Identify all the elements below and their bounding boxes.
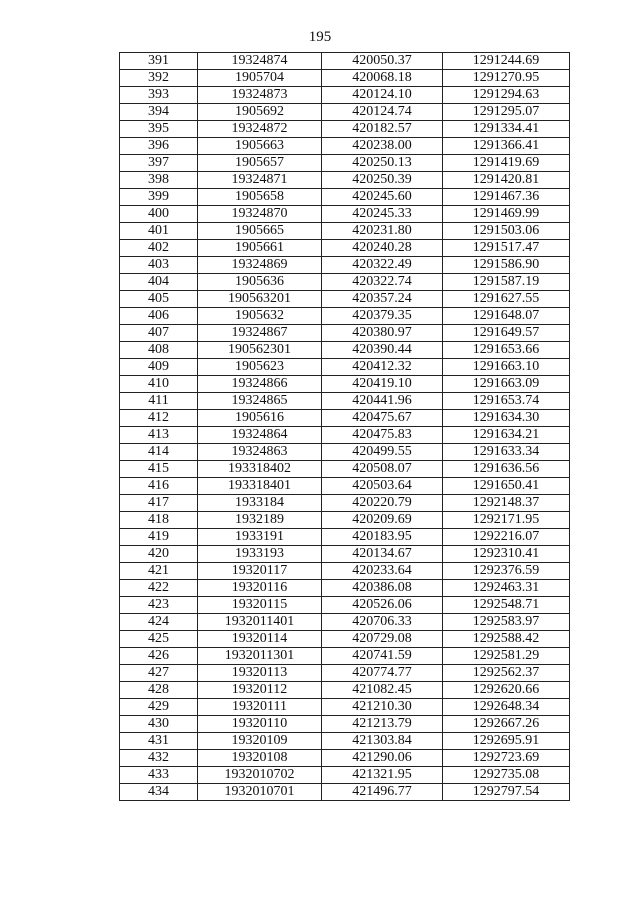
point-id-cell: 19324870 (198, 206, 322, 223)
x-coordinate-cell: 420386.08 (322, 580, 443, 597)
row-index-cell: 424 (120, 614, 198, 631)
table-row (120, 631, 570, 648)
point-id-cell: 19320108 (198, 750, 322, 767)
y-coordinate-cell: 1291663.09 (443, 376, 570, 393)
point-id-cell: 19320109 (198, 733, 322, 750)
y-coordinate-cell: 1292583.97 (443, 614, 570, 631)
row-index-cell: 414 (120, 444, 198, 461)
point-id-cell: 1905636 (198, 274, 322, 291)
table-row (120, 427, 570, 444)
x-coordinate-cell: 420250.13 (322, 155, 443, 172)
table-row (120, 580, 570, 597)
row-index-cell: 409 (120, 359, 198, 376)
row-index-cell: 427 (120, 665, 198, 682)
y-coordinate-cell: 1291633.34 (443, 444, 570, 461)
table-row (120, 444, 570, 461)
table-row (120, 648, 570, 665)
table-row (120, 767, 570, 784)
point-id-cell: 1905704 (198, 70, 322, 87)
table-row (120, 308, 570, 325)
row-index-cell: 406 (120, 308, 198, 325)
row-index-cell: 400 (120, 206, 198, 223)
y-coordinate-cell: 1291270.95 (443, 70, 570, 87)
row-index-cell: 401 (120, 223, 198, 240)
x-coordinate-cell: 420050.37 (322, 53, 443, 70)
point-id-cell: 19320110 (198, 716, 322, 733)
y-coordinate-cell: 1292648.34 (443, 699, 570, 716)
table-row (120, 716, 570, 733)
table-row (120, 393, 570, 410)
table-row (120, 87, 570, 104)
row-index-cell: 428 (120, 682, 198, 699)
y-coordinate-cell: 1292310.41 (443, 546, 570, 563)
point-id-cell: 1905657 (198, 155, 322, 172)
y-coordinate-cell: 1292797.54 (443, 784, 570, 801)
x-coordinate-cell: 420475.67 (322, 410, 443, 427)
x-coordinate-cell: 420245.33 (322, 206, 443, 223)
x-coordinate-cell: 421210.30 (322, 699, 443, 716)
row-index-cell: 419 (120, 529, 198, 546)
point-id-cell: 1905616 (198, 410, 322, 427)
table-row (120, 342, 570, 359)
y-coordinate-cell: 1292723.69 (443, 750, 570, 767)
row-index-cell: 434 (120, 784, 198, 801)
y-coordinate-cell: 1291587.19 (443, 274, 570, 291)
point-id-cell: 19320114 (198, 631, 322, 648)
point-id-cell: 19320115 (198, 597, 322, 614)
point-id-cell: 1932189 (198, 512, 322, 529)
y-coordinate-cell: 1292735.08 (443, 767, 570, 784)
point-id-cell: 1905661 (198, 240, 322, 257)
row-index-cell: 405 (120, 291, 198, 308)
row-index-cell: 411 (120, 393, 198, 410)
y-coordinate-cell: 1291627.55 (443, 291, 570, 308)
row-index-cell: 404 (120, 274, 198, 291)
row-index-cell: 421 (120, 563, 198, 580)
y-coordinate-cell: 1292463.31 (443, 580, 570, 597)
table-row (120, 172, 570, 189)
x-coordinate-cell: 420134.67 (322, 546, 443, 563)
page-number: 195 (308, 29, 332, 45)
y-coordinate-cell: 1291503.06 (443, 223, 570, 240)
x-coordinate-cell: 420729.08 (322, 631, 443, 648)
y-coordinate-cell: 1292695.91 (443, 733, 570, 750)
table-row (120, 478, 570, 495)
x-coordinate-cell: 420508.07 (322, 461, 443, 478)
row-index-cell: 397 (120, 155, 198, 172)
point-id-cell: 1905623 (198, 359, 322, 376)
row-index-cell: 412 (120, 410, 198, 427)
y-coordinate-cell: 1292562.37 (443, 665, 570, 682)
point-id-cell: 19324865 (198, 393, 322, 410)
x-coordinate-cell: 420503.64 (322, 478, 443, 495)
y-coordinate-cell: 1292581.29 (443, 648, 570, 665)
point-id-cell: 19324863 (198, 444, 322, 461)
y-coordinate-cell: 1291636.56 (443, 461, 570, 478)
table-row (120, 699, 570, 716)
table-row (120, 461, 570, 478)
x-coordinate-cell: 421321.95 (322, 767, 443, 784)
table-row (120, 495, 570, 512)
x-coordinate-cell: 421290.06 (322, 750, 443, 767)
row-index-cell: 426 (120, 648, 198, 665)
table-row (120, 274, 570, 291)
row-index-cell: 422 (120, 580, 198, 597)
x-coordinate-cell: 420124.10 (322, 87, 443, 104)
y-coordinate-cell: 1292216.07 (443, 529, 570, 546)
row-index-cell: 413 (120, 427, 198, 444)
x-coordinate-cell: 421496.77 (322, 784, 443, 801)
point-id-cell: 19324873 (198, 87, 322, 104)
table-row (120, 376, 570, 393)
table-row (120, 104, 570, 121)
x-coordinate-cell: 420233.64 (322, 563, 443, 580)
point-id-cell: 193318401 (198, 478, 322, 495)
row-index-cell: 416 (120, 478, 198, 495)
y-coordinate-cell: 1291586.90 (443, 257, 570, 274)
row-index-cell: 420 (120, 546, 198, 563)
row-index-cell: 391 (120, 53, 198, 70)
point-id-cell: 1932010702 (198, 767, 322, 784)
row-index-cell: 398 (120, 172, 198, 189)
row-index-cell: 402 (120, 240, 198, 257)
table-row (120, 291, 570, 308)
x-coordinate-cell: 420238.00 (322, 138, 443, 155)
x-coordinate-cell: 421303.84 (322, 733, 443, 750)
row-index-cell: 396 (120, 138, 198, 155)
row-index-cell: 410 (120, 376, 198, 393)
row-index-cell: 408 (120, 342, 198, 359)
table-row (120, 121, 570, 138)
table-row (120, 138, 570, 155)
point-id-cell: 19324872 (198, 121, 322, 138)
table-row (120, 70, 570, 87)
row-index-cell: 403 (120, 257, 198, 274)
table-row (120, 750, 570, 767)
y-coordinate-cell: 1291653.74 (443, 393, 570, 410)
table-row (120, 257, 570, 274)
y-coordinate-cell: 1291469.99 (443, 206, 570, 223)
y-coordinate-cell: 1292148.37 (443, 495, 570, 512)
point-id-cell: 19324871 (198, 172, 322, 189)
point-id-cell: 19320112 (198, 682, 322, 699)
x-coordinate-cell: 420231.80 (322, 223, 443, 240)
table-row (120, 529, 570, 546)
point-id-cell: 190563201 (198, 291, 322, 308)
row-index-cell: 425 (120, 631, 198, 648)
y-coordinate-cell: 1292548.71 (443, 597, 570, 614)
table-row (120, 665, 570, 682)
x-coordinate-cell: 420412.32 (322, 359, 443, 376)
y-coordinate-cell: 1292667.26 (443, 716, 570, 733)
coordinates-table (119, 52, 570, 801)
x-coordinate-cell: 420209.69 (322, 512, 443, 529)
table-row (120, 733, 570, 750)
point-id-cell: 1933191 (198, 529, 322, 546)
row-index-cell: 431 (120, 733, 198, 750)
x-coordinate-cell: 420322.49 (322, 257, 443, 274)
row-index-cell: 399 (120, 189, 198, 206)
point-id-cell: 19324869 (198, 257, 322, 274)
x-coordinate-cell: 420245.60 (322, 189, 443, 206)
table-row (120, 614, 570, 631)
table-row (120, 223, 570, 240)
y-coordinate-cell: 1291420.81 (443, 172, 570, 189)
x-coordinate-cell: 420380.97 (322, 325, 443, 342)
table-row (120, 784, 570, 801)
table-row (120, 325, 570, 342)
y-coordinate-cell: 1291334.41 (443, 121, 570, 138)
x-coordinate-cell: 420124.74 (322, 104, 443, 121)
y-coordinate-cell: 1291294.63 (443, 87, 570, 104)
row-index-cell: 415 (120, 461, 198, 478)
point-id-cell: 1933193 (198, 546, 322, 563)
point-id-cell: 1905692 (198, 104, 322, 121)
y-coordinate-cell: 1291419.69 (443, 155, 570, 172)
table-row (120, 512, 570, 529)
table-row (120, 155, 570, 172)
y-coordinate-cell: 1291366.41 (443, 138, 570, 155)
table-row (120, 682, 570, 699)
x-coordinate-cell: 420390.44 (322, 342, 443, 359)
y-coordinate-cell: 1291649.57 (443, 325, 570, 342)
x-coordinate-cell: 420379.35 (322, 308, 443, 325)
point-id-cell: 19324866 (198, 376, 322, 393)
point-id-cell: 19324867 (198, 325, 322, 342)
row-index-cell: 407 (120, 325, 198, 342)
y-coordinate-cell: 1292171.95 (443, 512, 570, 529)
row-index-cell: 423 (120, 597, 198, 614)
point-id-cell: 1905663 (198, 138, 322, 155)
point-id-cell: 19324874 (198, 53, 322, 70)
y-coordinate-cell: 1292588.42 (443, 631, 570, 648)
x-coordinate-cell: 421213.79 (322, 716, 443, 733)
y-coordinate-cell: 1291663.10 (443, 359, 570, 376)
point-id-cell: 190562301 (198, 342, 322, 359)
point-id-cell: 19320111 (198, 699, 322, 716)
table-row (120, 597, 570, 614)
y-coordinate-cell: 1291517.47 (443, 240, 570, 257)
point-id-cell: 193318402 (198, 461, 322, 478)
table-row (120, 189, 570, 206)
x-coordinate-cell: 420250.39 (322, 172, 443, 189)
point-id-cell: 19320117 (198, 563, 322, 580)
point-id-cell: 1905658 (198, 189, 322, 206)
x-coordinate-cell: 420419.10 (322, 376, 443, 393)
x-coordinate-cell: 420240.28 (322, 240, 443, 257)
y-coordinate-cell: 1291648.07 (443, 308, 570, 325)
row-index-cell: 393 (120, 87, 198, 104)
y-coordinate-cell: 1291467.36 (443, 189, 570, 206)
y-coordinate-cell: 1291634.21 (443, 427, 570, 444)
table-row (120, 206, 570, 223)
row-index-cell: 430 (120, 716, 198, 733)
x-coordinate-cell: 420475.83 (322, 427, 443, 444)
x-coordinate-cell: 420357.24 (322, 291, 443, 308)
x-coordinate-cell: 420774.77 (322, 665, 443, 682)
point-id-cell: 1905632 (198, 308, 322, 325)
table-row (120, 240, 570, 257)
x-coordinate-cell: 420741.59 (322, 648, 443, 665)
x-coordinate-cell: 420499.55 (322, 444, 443, 461)
coordinates-table-body (120, 53, 570, 801)
point-id-cell: 1905665 (198, 223, 322, 240)
y-coordinate-cell: 1292376.59 (443, 563, 570, 580)
point-id-cell: 1932011301 (198, 648, 322, 665)
y-coordinate-cell: 1291650.41 (443, 478, 570, 495)
point-id-cell: 19320116 (198, 580, 322, 597)
row-index-cell: 433 (120, 767, 198, 784)
point-id-cell: 1933184 (198, 495, 322, 512)
row-index-cell: 394 (120, 104, 198, 121)
table-row (120, 563, 570, 580)
x-coordinate-cell: 420526.06 (322, 597, 443, 614)
point-id-cell: 1932010701 (198, 784, 322, 801)
x-coordinate-cell: 421082.45 (322, 682, 443, 699)
y-coordinate-cell: 1291295.07 (443, 104, 570, 121)
y-coordinate-cell: 1291634.30 (443, 410, 570, 427)
x-coordinate-cell: 420441.96 (322, 393, 443, 410)
row-index-cell: 417 (120, 495, 198, 512)
y-coordinate-cell: 1292620.66 (443, 682, 570, 699)
x-coordinate-cell: 420183.95 (322, 529, 443, 546)
row-index-cell: 432 (120, 750, 198, 767)
x-coordinate-cell: 420068.18 (322, 70, 443, 87)
x-coordinate-cell: 420322.74 (322, 274, 443, 291)
table-row (120, 410, 570, 427)
row-index-cell: 418 (120, 512, 198, 529)
y-coordinate-cell: 1291653.66 (443, 342, 570, 359)
point-id-cell: 19324864 (198, 427, 322, 444)
table-row (120, 546, 570, 563)
row-index-cell: 429 (120, 699, 198, 716)
y-coordinate-cell: 1291244.69 (443, 53, 570, 70)
x-coordinate-cell: 420220.79 (322, 495, 443, 512)
x-coordinate-cell: 420182.57 (322, 121, 443, 138)
row-index-cell: 392 (120, 70, 198, 87)
table-row (120, 53, 570, 70)
x-coordinate-cell: 420706.33 (322, 614, 443, 631)
table-row (120, 359, 570, 376)
row-index-cell: 395 (120, 121, 198, 138)
point-id-cell: 19320113 (198, 665, 322, 682)
point-id-cell: 1932011401 (198, 614, 322, 631)
